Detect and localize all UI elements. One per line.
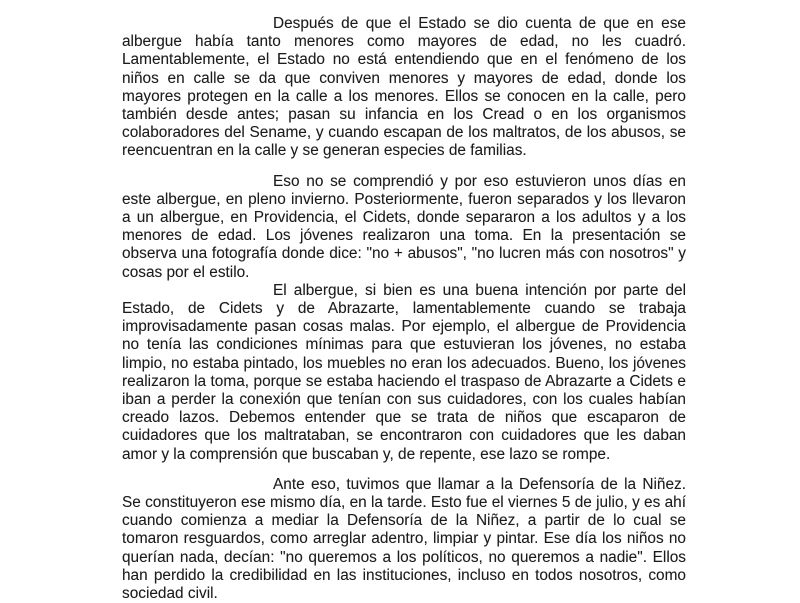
paragraph-3: El albergue, si bien es una buena intención por parte del Estado, de Cidets y de Abrazarte, lamentablemente cuando se trabaja improvisadamente pasan cosas malas. Por ejemplo, el albergue de Providencia no tenía las condiciones mínimas para que estuvieran los jóvenes, no estaba limpio, no estaba pintado, los muebles no eran los adecuados. Bueno, los jóvenes realizaron la toma, porque se estaba haciendo el traspaso de Abrazarte a Cidets e iban a perder la conexión que tenían con sus cuidadores, con los cuales habían creado lazos. Debemos entender que se trata de niños que escaparon de cuidadores que los maltrataban, se encontraron con cuidadores que les daban amor y la comprensión que buscaban y, de repente, ese lazo se rompe. — [122, 281, 686, 463]
paragraph-2: Eso no se comprendió y por eso estuvieron unos días en este albergue, en pleno invierno. Posteriormente, fueron separados y los llevaron a un albergue, en Providencia, el Cidets, donde separaron a los adultos y a los menores de edad. Los jóvenes realizaron una toma. En la presentación se observa una fotografía donde dice: "no + abusos", "no lucren más con nosotros" y cosas por el estilo. — [122, 172, 686, 281]
paragraph-1: Después de que el Estado se dio cuenta de que en ese albergue había tanto menores como mayores de edad, no les cuadró. Lamentablemente, el Estado no está entendiendo que en el fenómeno de los niños en calle se da que conviven menores y mayores de edad, donde los mayores protegen en la calle a los menores. Ellos se conocen en la calle, pero también desde antes; pasan su infancia en los Cread o en los organismos colaboradores del Sename, y cuando escapan de los maltratos, de los abusos, se reencuentran en la calle y se generan especies de familias. — [122, 15, 686, 160]
paragraph-4: Ante eso, tuvimos que llamar a la Defensoría de la Niñez. Se constituyeron ese mismo día, en la tarde. Esto fue el viernes 5 de julio, y es ahí cuando comienza a mediar la Defensoría de la Niñez, a partir de lo cual se tomaron resguardos, como arreglar adentro, limpiar y pintar. Ese día los niños no querían nada, decían: "no queremos a los políticos, no queremos a nadie". Ellos han perdido la credibilidad en las instituciones, incluso en todos nosotros, como sociedad civil. — [122, 475, 686, 603]
